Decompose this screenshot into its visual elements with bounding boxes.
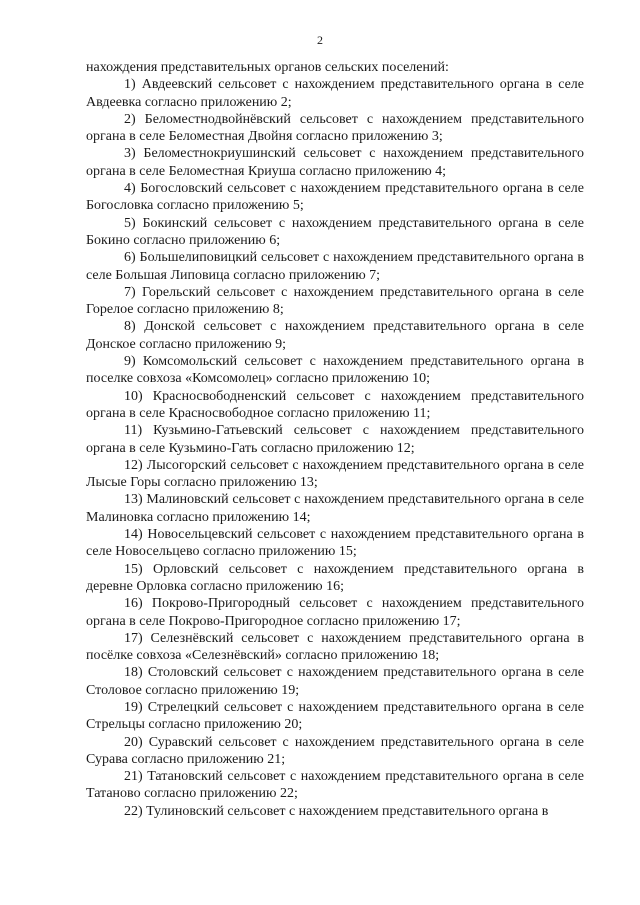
list-item: 1) Авдеевский сельсовет с нахождением представительного органа в селе Авдеевка согласно приложению 2; [86,77,584,110]
list-item: 18) Столовский сельсовет с нахождением представительного органа в селе Столовое согласно приложению 19; [86,665,584,698]
list-item: 11) Кузьмино-Гатьевский сельсовет с нахождением представительного органа в селе Кузьмино-Гать согласно приложению 12; [86,423,584,456]
list-item: 8) Донской сельсовет с нахождением представительного органа в селе Донское согласно приложению 9; [86,319,584,352]
list-item: 6) Большелиповицкий сельсовет с нахождением представительного органа в селе Большая Липовица согласно приложению 7; [86,250,584,283]
list-item: 21) Татановский сельсовет с нахождением представительного органа в селе Татаново согласно приложению 22; [86,769,584,802]
list-item: 3) Беломестнокриушинский сельсовет с нахождением представительного органа в селе Беломестная Криуша согласно приложению 4; [86,146,584,179]
list-item: 9) Комсомольский сельсовет с нахождением представительного органа в поселке совхоза «Комсомолец» согласно приложению 10; [86,354,584,387]
page-number: 2 [317,33,323,47]
list-item: 10) Красносвободненский сельсовет с нахождением представительного органа в селе Красносвободное согласно приложению 11; [86,388,584,421]
list-item: 7) Горельский сельсовет с нахождением представительного органа в селе Горелое согласно приложению 8; [86,284,584,318]
list-item: 15) Орловский сельсовет с нахождением представительного органа в деревне Орловка согласно приложению 16; [86,561,584,594]
list-item: 17) Селезнёвский сельсовет с нахождением представительного органа в посёлке совхоза «Селезнёвский» согласно приложению 18; [86,630,584,664]
list-item: 16) Покрово-Пригородный сельсовет с нахождением представительного органа в селе Покрово-Пригородное согласно приложению 17; [86,596,584,629]
document-body [86,59,584,820]
list-item: 22) Тулиновский сельсовет с нахождением представительного органа в [124,803,549,819]
list-item: 20) Суравский сельсовет с нахождением представительного органа в селе Сурава согласно приложению 21; [86,734,584,767]
list-item: 19) Стрелецкий сельсовет с нахождением представительного органа в селе Стрельцы согласно приложению 20; [86,699,584,733]
list-item: 14) Новосельцевский сельсовет с нахождением представительного органа в селе Новосельцево согласно приложению 15; [86,527,584,560]
list-item: 5) Бокинский сельсовет с нахождением представительного органа в селе Бокино согласно приложению 6; [86,215,584,248]
intro-paragraph: нахождения представительных органов сельских поселений: [86,60,449,75]
list-item: 12) Лысогорский сельсовет с нахождением представительного органа в селе Лысые Горы согласно приложению 13; [86,457,584,491]
list-item: 13) Малиновский сельсовет с нахождением представительного органа в селе Малиновка согласно приложению 14; [86,492,584,525]
list-item: 4) Богословский сельсовет с нахождением представительного органа в селе Богословка согласно приложению 5; [86,181,584,214]
list-item: 2) Беломестнодвойнёвский сельсовет с нахождением представительного органа в селе Беломестная Двойня согласно приложению 3; [86,111,584,145]
